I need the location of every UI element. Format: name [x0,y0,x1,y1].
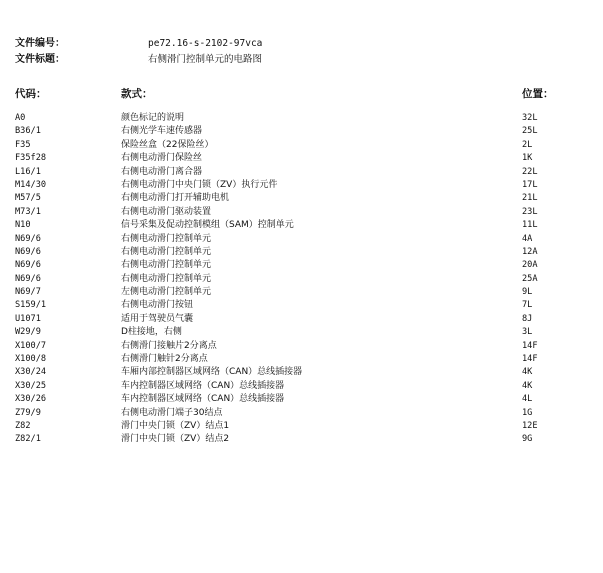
component-position: 14F [522,340,538,351]
table-row [0,313,603,326]
component-position: 4L [522,394,533,405]
component-code: N69/6 [15,246,41,257]
table-row [0,366,603,379]
component-description: 右侧电动滑门保险丝 [121,153,203,164]
position-column-header: 位置： [522,88,554,100]
component-position: 12A [522,246,538,257]
component-code: N69/6 [15,273,41,284]
component-description: 右侧电动滑门离合器 [121,166,203,177]
component-description: 车内控制器区域网络（CAN）总线插接器 [121,394,285,405]
component-position: 9L [522,287,533,298]
component-position: 17L [522,179,538,190]
code-column-header: 代码： [15,88,47,100]
component-code: Z82 [15,420,31,431]
component-position: 4K [522,367,533,378]
table-row [0,273,603,286]
component-table [0,112,603,447]
component-position: 23L [522,206,538,217]
component-code: X100/8 [15,354,47,365]
component-description: 右侧电动滑门按钮 [121,300,194,311]
component-description: 右侧电动滑门中央门锁（ZV）执行元件 [121,179,278,190]
component-position: 11L [522,220,538,231]
table-row [0,380,603,393]
doc-number-value: pe72.16-s-2102-97vca [148,38,263,49]
component-position: 3L [522,327,533,338]
component-code: A0 [15,113,26,123]
table-row [0,233,603,246]
component-code: U1071 [15,313,41,324]
component-code: N10 [15,220,31,231]
component-description: 车厢内部控制器区域网络（CAN）总线插接器 [121,367,303,378]
component-code: X100/7 [15,340,47,351]
component-position: 8J [522,313,533,324]
component-description: 右侧光学车速传感器 [121,126,203,137]
table-row [0,420,603,433]
component-description: 车内控制器区域网络（CAN）总线插接器 [121,380,285,391]
table-row [0,340,603,353]
component-code: M57/5 [15,193,41,204]
table-row [0,286,603,299]
component-position: 4A [522,233,533,244]
component-code: B36/1 [15,126,41,137]
component-code: F35f28 [15,153,47,164]
table-row [0,125,603,138]
table-row [0,299,603,312]
component-description: 右侧电动滑门控制单元 [121,260,212,271]
component-description: 适用于驾驶员气囊 [121,313,194,324]
component-code: N69/6 [15,233,41,244]
component-position: 20A [522,260,538,271]
table-row [0,179,603,192]
component-position: 22L [522,166,538,177]
component-description: 左侧电动滑门控制单元 [121,287,212,298]
component-code: F35 [15,139,31,150]
component-code: L16/1 [15,166,41,177]
table-row [0,192,603,205]
component-description: 信号采集及促动控制模组（SAM）控制单元 [121,220,294,231]
component-code: M73/1 [15,206,41,217]
component-position: 1G [522,407,533,418]
component-code: M14/30 [15,179,47,190]
component-code: Z82/1 [15,434,41,445]
component-description: 颜色标记的说明 [121,113,185,123]
table-row [0,166,603,179]
table-row [0,259,603,272]
component-position: 2L [522,139,533,150]
component-description: 右侧电动滑门控制单元 [121,246,212,257]
table-row [0,326,603,339]
component-description: 保险丝盒（22保险丝） [121,139,214,150]
component-description: 右侧电动滑门控制单元 [121,233,212,244]
component-code: W29/9 [15,327,41,338]
component-position: 4K [522,380,533,391]
component-position: 14F [522,354,538,365]
component-position: 25A [522,273,538,284]
doc-title-label: 文件标题： [15,54,65,65]
component-description: 滑门中央门锁（ZV）结点1 [121,420,230,431]
table-row [0,433,603,446]
component-position: 25L [522,126,538,137]
component-code: N69/6 [15,260,41,271]
component-code: X30/24 [15,367,47,378]
component-description: 右侧电动滑门驱动装置 [121,206,212,217]
component-position: 21L [522,193,538,204]
table-row [0,112,603,125]
component-position: 32L [522,113,538,123]
doc-number-label: 文件编号： [15,38,65,49]
component-description: D柱接地，右侧 [121,327,182,338]
component-position: 12E [522,420,538,431]
component-position: 1K [522,153,533,164]
table-row [0,246,603,259]
component-description: 右侧电动滑门端子30结点 [121,407,223,418]
component-description: 右侧电动滑门打开辅助电机 [121,193,230,204]
component-description: 右侧电动滑门控制单元 [121,273,212,284]
component-code: Z79/9 [15,407,41,418]
component-description: 右侧滑门接触片2分离点 [121,340,217,351]
table-row [0,152,603,165]
table-row [0,139,603,152]
component-code: S159/1 [15,300,47,311]
component-code: N69/7 [15,287,41,298]
description-column-header: 款式： [121,88,153,100]
doc-title-value: 右侧滑门控制单元的电路图 [148,54,263,65]
component-position: 7L [522,300,533,311]
table-row [0,219,603,232]
component-position: 9G [522,434,533,445]
table-row [0,353,603,366]
component-code: X30/26 [15,394,47,405]
table-row [0,206,603,219]
table-row [0,393,603,406]
table-row [0,407,603,420]
component-description: 右侧滑门触针2分离点 [121,354,208,365]
component-code: X30/25 [15,380,47,391]
component-description: 滑门中央门锁（ZV）结点2 [121,434,230,445]
